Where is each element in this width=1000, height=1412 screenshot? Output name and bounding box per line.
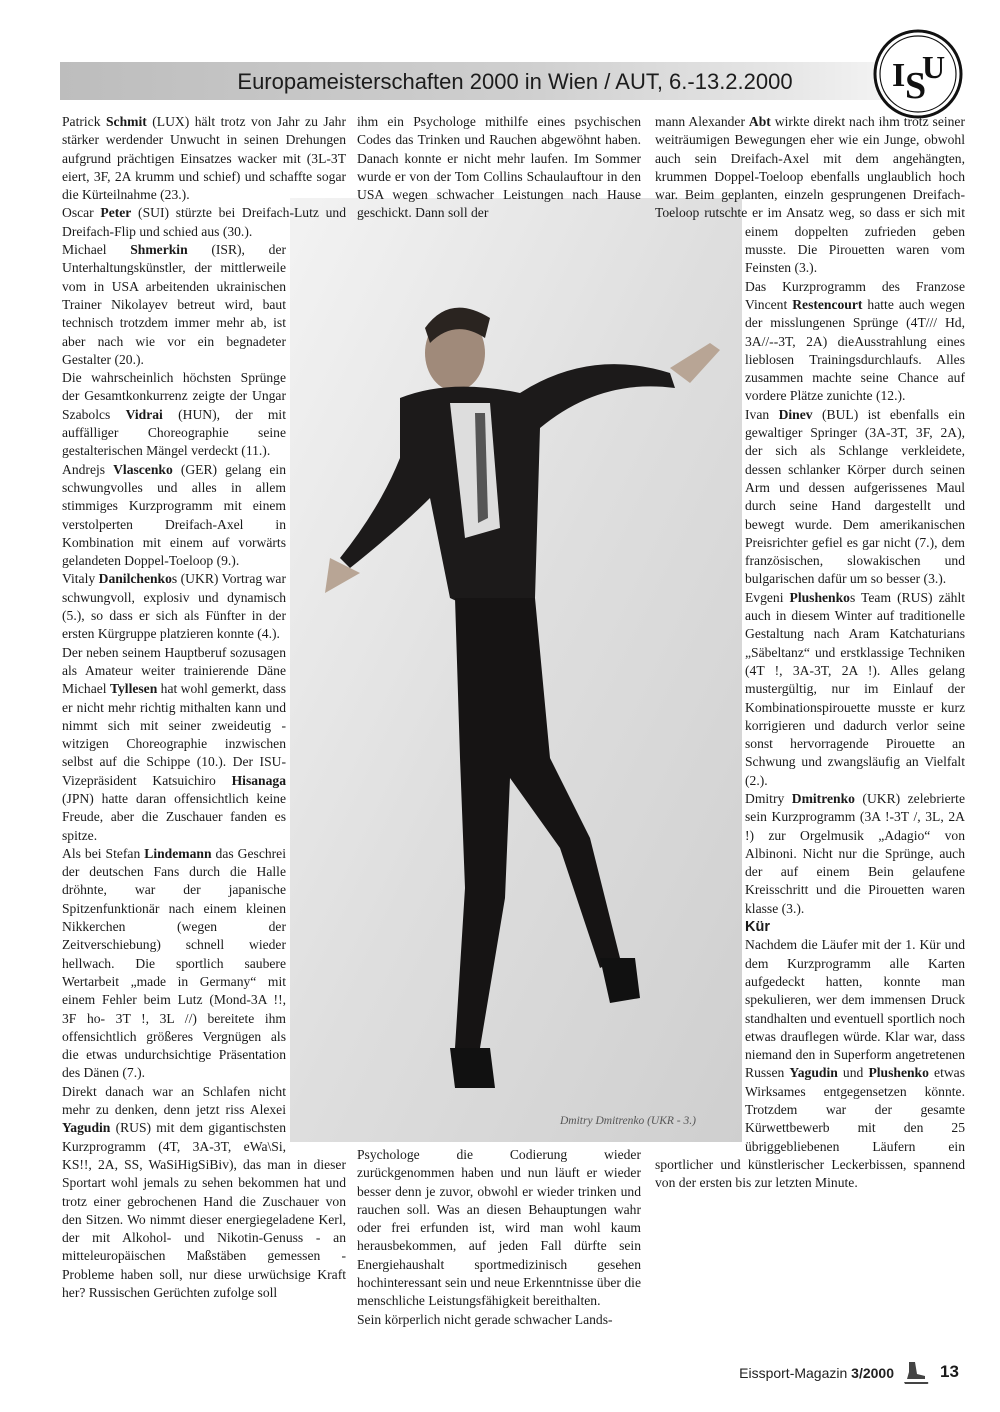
text-run: (SUI) stürzte bei Dreifach-Lutz und Dreifach-Flip und schied aus (30.). [62, 205, 346, 239]
photo-caption: Dmitry Dmitrenko (UKR - 3.) [560, 1115, 696, 1127]
skater-name: Peter [100, 205, 132, 221]
paragraph [357, 1311, 641, 1329]
article-text [357, 113, 641, 223]
text-run: Patrick [62, 114, 106, 129]
text-run: (UKR) zelebrierte sein Kurzprogramm (3A !-3T /, 3L, 2A !) zur Orgelmusik „Adagio“ von Albinoni. Nicht nur die Sprünge, auch der auf einem Bein gelaufene Kreisschritt und die Pirouetten waren klasse (3.). [745, 790, 965, 916]
text-run: s (UKR) Vortrag war schwungvoll, explosiv und dynamisch (5.), so dass er sich als Fünfter in der ersten Kürgruppe platzieren konnte (4.). [62, 571, 286, 642]
paragraph [357, 113, 641, 223]
skater-name: Restencourt [792, 296, 863, 312]
svg-text:S: S [905, 65, 927, 107]
text-run: wirkte direkt nach ihm trotz seiner weiträumigen Bewegungen eher wie ein Junge, obwohl auch sein Dreifach-Axel mit dem angehängten, krummen Doppel-Toeloop ebenfalls unglaublich hoch war. Beim geplanten, einzeln gesprungenen Dreifach-Toeloop rutschte er im Ansatz weg, so dass er sich mit einem doppelten zufrieden geben musste. Die Pirouetten waren vom Feinsten (3.). [655, 114, 965, 276]
footer [739, 1365, 894, 1381]
skater-name: Vidrai [125, 406, 163, 422]
text-run: hat wohl gemerkt, dass er nicht mehr richtig mithalten kann und nimmt sich mit seiner zweideutig - witzigen Choreographie inzwischen selbst auf die Schippe (10.). Der ISU-Vizepräsident Katsuichiro [62, 681, 287, 788]
text-run: Das Kurzprogramm des Franzose Vincent [745, 278, 965, 312]
article-text [357, 1146, 641, 1329]
column-middle-bottom [357, 1146, 641, 1329]
text-run: das Geschrei der deutschen Fans durch die Halle dröhnte, war der japanische Spitzenfunktionär nach einem kleinen Nikkerchen (wegen der Zeitverschiebung) schnell wieder hellwach. Die sportlich saubere Wertarbeit „made in Germany“ mit einem Fehler beim Lutz (Mond-3A !!, 3F ho- 3T !, 3L //) bereitete ihm offensichtlich größeres Vergnügen als die etwas undurchsichtige Präsentation des Dänen (7.). [62, 845, 286, 1081]
text-run: (JPN) hatte daran offensichtlich keine Freude, aber die Zuschauer fanden es spitze. [62, 790, 286, 843]
skater-name: Yagudin [789, 1065, 838, 1081]
skater-name: Dmitrenko [791, 790, 855, 806]
svg-text:I: I [892, 57, 906, 94]
text-run: Vitaly [62, 571, 99, 587]
skater-name: Shmerkin [130, 242, 188, 258]
column-middle-top [357, 113, 641, 223]
skater-name: Hisanaga [231, 772, 286, 788]
text-run: Dmitry [745, 790, 792, 806]
text-run: Sein körperlich nicht gerade schwacher Lands- [357, 1311, 613, 1327]
svg-text:U: U [922, 49, 946, 85]
text-run: (BUL) ist ebenfalls ein gewaltiger Springer (3A-3T, 3F, 2A), der sich als Schlange verkleidete, dessen schlanker Körper durch seinen Arm und dessen aufgerissenes Maul durch seine Hand dargestellt und bewegt wurde. Dem amerikanischen Preisrichter gefiel es gar nicht (7.), dem französischen, slowakischen und bulgarischen dafür um so besser (3.). [745, 406, 965, 587]
skater-name: Abt [748, 114, 771, 129]
text-run: Ivan [745, 406, 779, 422]
text-run: (GER) gelang ein schwungvolles und alles in allem stimmiges Kurzprogramm mit einem verstolperten Dreifach-Axel in Kombination mit einem auf vorwärts gelandeten Doppel-Toeloop (9.). [62, 461, 287, 569]
text-run: und [837, 1065, 869, 1081]
header-bar [60, 62, 910, 100]
skater-name: Lindemann [144, 845, 212, 861]
text-run: Der neben seinem Hauptberuf sozusagen als Amateur weiter trainierende Däne Michael [62, 644, 286, 697]
skate-icon [901, 1360, 931, 1386]
text-run: Michael [62, 242, 131, 258]
text-run: etwas Wirksames entgegensetzen könnte. Trotzdem war der gesamte Kürwettbewerb mit den 25 übriggebliebenen Läufern ein sportlicher und künstlerischer Leckerbissen, spannend von der ersten bis zur letzten Minute. [655, 1065, 965, 1191]
paragraph [357, 1146, 641, 1311]
text-run: Andrejs [62, 461, 114, 477]
skater-name: Dinev [778, 406, 813, 422]
text-run: Nachdem die Läufer mit der 1. Kür und dem Kurzprogramm alle Karten aufgedeckt hatten, konnte man spekulieren, wer dem immensen Druck standhalten und eventuell sportlich noch etwas drauflegen würde. Klar war, dass niemand den in Superform angetretenen Russen [745, 937, 965, 1081]
text-run: Evgeni [745, 589, 790, 605]
skater-name: Schmit [106, 114, 147, 129]
text-run: Direkt danach war an Schlafen nicht mehr zu denken, denn jetzt riss Alexei [62, 1083, 286, 1118]
text-run: (LUX) hält trotz von Jahr zu Jahr stärker werdender Unwucht in seinen Drehungen aufgrund prächtigen Einsatzes wacker mit (3L-3T eiert, 3F, 2A krumm und schief) und schaffte sogar die Kürteilnahme (23.). [62, 114, 347, 203]
text-run: Als bei Stefan [62, 845, 145, 861]
skater-name: Yagudin [62, 1120, 111, 1136]
page-title: Europameisterschaften 2000 in Wien / AUT, 6.-13.2.2000 [237, 69, 793, 94]
skater-name: Danilchenko [98, 571, 172, 587]
column-left [62, 113, 346, 1302]
text-run: (HUN), der mit auffälliger Choreographie seine gestalterischen Mängel verdeckt (11.). [62, 406, 286, 459]
skater-name: Vlascenko [113, 461, 173, 477]
text-run: s Team (RUS) zählt auch in diesem Winter auf traditionelle Gestaltung nach Aram Katchaturians „Säbeltanz“ und erstklassige Techniken (4T !, 3A-3T, 2A !). Alles gelang mustergültig, nur im Einlauf der Kombinationspirouette musste er kurz korrigieren und dadurch verlor seine sonst hervorragende Pirouette an Schwung und zwangsläufig an Vielfalt (2.). [745, 589, 965, 788]
magazine-name: Eissport-Magazin [739, 1365, 848, 1381]
column-right [655, 113, 965, 1193]
text-run: hatte auch wegen der misslungenen Sprünge (4T/// Hd, 3A//--3T, 2A) dieAusstrahlung eines lieblosen Trainingsdurchlaufs. Alles zusammen machte seine Chance auf vordere Plätze zunichte (12.). [745, 296, 965, 404]
text-run: Psychologe die Codierung wieder zurückgenommen haben und nun läuft er wieder besser denn je zuvor, obwohl er wieder trinken und rauchen soll. Was an diesen Behauptungen wahr oder frei erfunden ist, wird man wohl kaum herausbekommen, auf jeden Fall dürfte sein Energiehaushalt sportmedizinisch gesehen hochinteressant sein und neue Erkenntnisse über die menschliche Leistungsfähigkeit bereithalten. [357, 1147, 641, 1309]
section-heading-kuer: Kür [745, 919, 770, 936]
skater-name: Plushenko [789, 589, 850, 605]
text-run: Oscar [62, 205, 101, 221]
issue-number: 3/2000 [851, 1365, 894, 1381]
text-run: Die wahrscheinlich höchsten Sprünge der Gesamtkonkurrenz zeigte der Ungar Szabolcs [62, 370, 286, 422]
skater-name: Plushenko [868, 1065, 929, 1081]
text-run: mann Alexander [655, 114, 749, 129]
isu-logo [872, 28, 964, 120]
page-number: 13 [940, 1362, 959, 1381]
paragraph [62, 113, 346, 204]
text-run: (RUS) mit dem gigantischsten Kurzprogramm (4T, 3A-3T, eWa\Si, KS!!, 2A, SS, WaSiHigSiBiv), das man in dieser Sportart wohl jemals zu sehen bekommen hat und trotz einer gebrochenen Hand die Zuschauer von den Sitzen. Wo nimmt dieser energiegeladene Kerl, der mit Alkohol- und Nikotin-Genuss - an mitteleuropäischen Maßstäben gemessen - Probleme haben soll, nur diese urwüchsige Kraft her? Russischen Gerüchten zufolge soll [62, 1120, 346, 1300]
text-run: (ISR), der Unterhaltungskünstler, der mittlerweile vom in USA arbeitenden ukrainischen Trainer Nikolayev betreut wird, baut technisch trotzdem immer mehr ab, ist aber nach wie vor ein begnadeter Gestalter (20.). [62, 242, 286, 367]
skater-name: Tyllesen [109, 681, 158, 697]
text-run: ihm ein Psychologe mithilfe eines psychischen Codes das Trinken und Rauchen abgewöhnt haben. Danach konnte er nicht mehr laufen. Im Sommer wurde er von der Tom Collins Schaulauftour in den USA wegen schwacher Leistungen nach Hause geschickt. Dann soll der [357, 114, 641, 221]
